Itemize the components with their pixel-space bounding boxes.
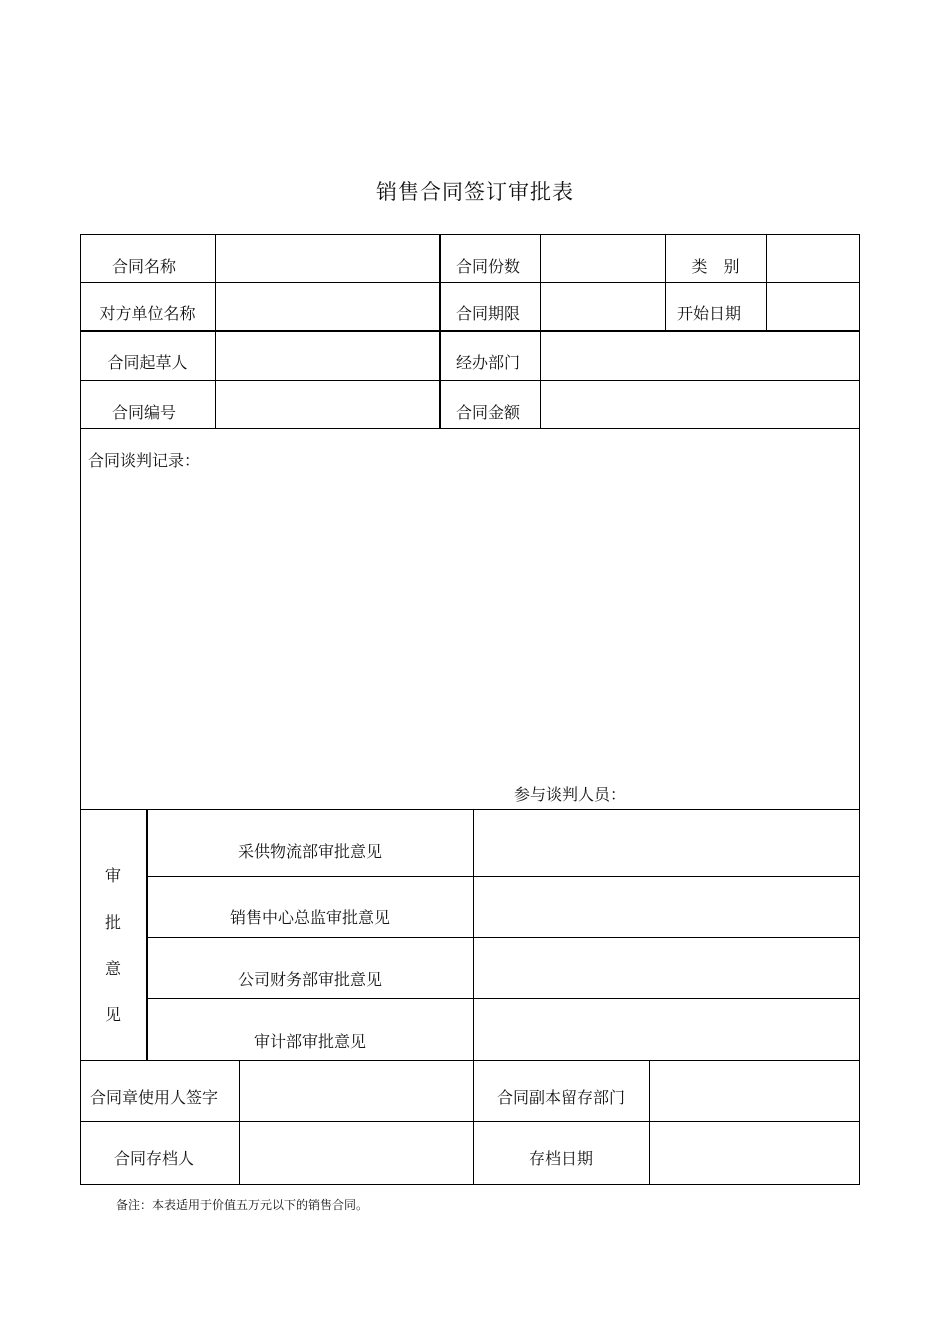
label-counterparty: 对方单位名称: [99, 303, 196, 323]
approval-item-finance: 公司财务部审批意见: [237, 969, 382, 989]
participants-label: 参与谈判人员：: [514, 784, 627, 804]
label-seal-user-sign: 合同章使用人签字: [89, 1087, 218, 1107]
approval-side-char-4: 见: [104, 1005, 121, 1024]
approval-procurement-field[interactable]: [474, 810, 859, 876]
counterparty-field[interactable]: [215, 293, 439, 331]
approval-audit-field[interactable]: [474, 999, 859, 1060]
approval-item-procurement: 采供物流部审批意见: [237, 841, 382, 861]
contract-name-field[interactable]: [215, 246, 439, 284]
contract-term-field[interactable]: [540, 293, 665, 331]
negotiation-record-area[interactable]: [80, 474, 860, 774]
copy-keeping-dept-field[interactable]: [650, 1061, 859, 1121]
approval-side-char-3: 意: [104, 959, 121, 978]
page-title: 销售合同签订审批表: [376, 180, 574, 204]
approval-item-sales-director: 销售中心总监审批意见: [229, 907, 390, 927]
approval-finance-field[interactable]: [474, 938, 859, 998]
drafter-field[interactable]: [215, 342, 439, 380]
category-field[interactable]: [766, 246, 860, 284]
approval-side-char-2: 批: [104, 913, 121, 932]
start-date-field[interactable]: [766, 293, 860, 331]
label-handling-dept: 经办部门: [455, 352, 520, 372]
label-contract-amount: 合同金额: [455, 402, 520, 422]
approval-item-audit: 审计部审批意见: [253, 1031, 366, 1051]
label-contract-no: 合同编号: [111, 402, 176, 422]
label-contract-copies: 合同份数: [455, 256, 520, 276]
label-start-date: 开始日期: [676, 303, 741, 323]
approval-form: [80, 234, 860, 1185]
label-contract-name: 合同名称: [111, 256, 176, 276]
handling-dept-field[interactable]: [540, 342, 860, 380]
contract-copies-field[interactable]: [540, 246, 665, 284]
archiver-field[interactable]: [240, 1122, 473, 1184]
seal-user-sign-field[interactable]: [240, 1061, 473, 1121]
negotiation-record-label: 合同谈判记录：: [88, 450, 201, 470]
contract-no-field[interactable]: [215, 392, 439, 430]
label-copy-keeping-dept: 合同副本留存部门: [496, 1087, 625, 1107]
approval-side-char-1: 审: [104, 866, 121, 885]
approval-sales-director-field[interactable]: [474, 877, 859, 937]
label-drafter: 合同起草人: [107, 352, 188, 372]
label-category: 类 别: [691, 256, 740, 276]
label-archiver: 合同存档人: [113, 1148, 194, 1168]
footnote: 备注：本表适用于价值五万元以下的销售合同。: [116, 1198, 369, 1212]
label-archive-date: 存档日期: [528, 1148, 593, 1168]
label-contract-term: 合同期限: [455, 303, 520, 323]
archive-date-field[interactable]: [650, 1122, 859, 1184]
contract-amount-field[interactable]: [540, 392, 860, 430]
